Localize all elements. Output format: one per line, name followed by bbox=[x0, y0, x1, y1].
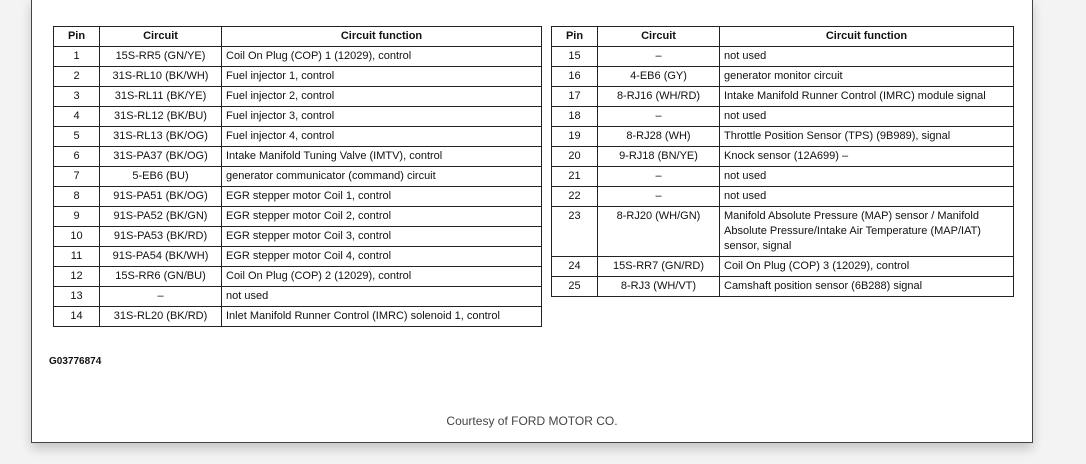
pin-cell: 24 bbox=[552, 257, 598, 277]
table-row bbox=[54, 187, 542, 207]
pin-cell: 10 bbox=[54, 227, 100, 247]
function-cell: Fuel injector 2, control bbox=[222, 87, 542, 107]
circuit-cell: 31S-PA37 (BK/OG) bbox=[100, 147, 222, 167]
circuit-cell: 8-RJ20 (WH/GN) bbox=[598, 207, 720, 257]
pin-cell: 20 bbox=[552, 147, 598, 167]
pin-table-right bbox=[551, 26, 1014, 297]
circuit-cell: 31S-RL10 (BK/WH) bbox=[100, 67, 222, 87]
table-row bbox=[552, 277, 1014, 297]
pin-cell: 19 bbox=[552, 127, 598, 147]
function-cell: not used bbox=[720, 167, 1014, 187]
function-cell: generator monitor circuit bbox=[720, 67, 1014, 87]
table-row bbox=[54, 67, 542, 87]
table-row bbox=[552, 257, 1014, 277]
function-cell: EGR stepper motor Coil 4, control bbox=[222, 247, 542, 267]
table-row bbox=[54, 167, 542, 187]
pin-cell: 3 bbox=[54, 87, 100, 107]
function-cell: Camshaft position sensor (6B288) signal bbox=[720, 277, 1014, 297]
circuit-cell: 91S-PA52 (BK/GN) bbox=[100, 207, 222, 227]
table-row bbox=[552, 167, 1014, 187]
circuit-cell: 15S-RR6 (GN/BU) bbox=[100, 267, 222, 287]
table-row bbox=[54, 247, 542, 267]
circuit-cell: 15S-RR7 (GN/RD) bbox=[598, 257, 720, 277]
circuit-header: Circuit bbox=[598, 27, 720, 47]
circuit-cell: 9-RJ18 (BN/YE) bbox=[598, 147, 720, 167]
table-row bbox=[552, 207, 1014, 257]
function-header: Circuit function bbox=[222, 27, 542, 47]
function-cell: not used bbox=[222, 287, 542, 307]
table-header-row bbox=[54, 27, 542, 47]
circuit-cell: 31S-RL13 (BK/OG) bbox=[100, 127, 222, 147]
pin-cell: 12 bbox=[54, 267, 100, 287]
table-row bbox=[552, 47, 1014, 67]
function-cell: Coil On Plug (COP) 1 (12029), control bbox=[222, 47, 542, 67]
circuit-cell: – bbox=[598, 47, 720, 67]
table-row bbox=[54, 307, 542, 327]
pin-cell: 6 bbox=[54, 147, 100, 167]
function-cell: not used bbox=[720, 47, 1014, 67]
circuit-cell: 5-EB6 (BU) bbox=[100, 167, 222, 187]
function-cell: EGR stepper motor Coil 2, control bbox=[222, 207, 542, 227]
function-cell: Manifold Absolute Pressure (MAP) sensor / Manifold Absolute Pressure/Intake Air Temperature (MAP/IAT) sensor, signal bbox=[720, 207, 1014, 257]
function-cell: Fuel injector 4, control bbox=[222, 127, 542, 147]
table-row bbox=[54, 147, 542, 167]
pin-cell: 8 bbox=[54, 187, 100, 207]
table-row bbox=[54, 107, 542, 127]
table-row bbox=[54, 127, 542, 147]
pin-cell: 21 bbox=[552, 167, 598, 187]
function-cell: Intake Manifold Runner Control (IMRC) module signal bbox=[720, 87, 1014, 107]
pin-cell: 13 bbox=[54, 287, 100, 307]
pin-cell: 4 bbox=[54, 107, 100, 127]
function-cell: Throttle Position Sensor (TPS) (9B989), signal bbox=[720, 127, 1014, 147]
pin-cell: 25 bbox=[552, 277, 598, 297]
function-cell: Coil On Plug (COP) 2 (12029), control bbox=[222, 267, 542, 287]
pin-cell: 11 bbox=[54, 247, 100, 267]
pin-cell: 2 bbox=[54, 67, 100, 87]
figure-id: G03776874 bbox=[49, 356, 102, 367]
function-cell: not used bbox=[720, 107, 1014, 127]
pin-cell: 9 bbox=[54, 207, 100, 227]
table-row bbox=[54, 47, 542, 67]
pin-cell: 5 bbox=[54, 127, 100, 147]
function-cell: Fuel injector 1, control bbox=[222, 67, 542, 87]
circuit-cell: – bbox=[598, 107, 720, 127]
circuit-cell: 8-RJ16 (WH/RD) bbox=[598, 87, 720, 107]
pin-cell: 23 bbox=[552, 207, 598, 257]
table-row bbox=[552, 147, 1014, 167]
circuit-cell: – bbox=[100, 287, 222, 307]
pin-table-left bbox=[53, 26, 542, 327]
circuit-cell: 31S-RL11 (BK/YE) bbox=[100, 87, 222, 107]
function-cell: EGR stepper motor Coil 3, control bbox=[222, 227, 542, 247]
pin-header: Pin bbox=[552, 27, 598, 47]
circuit-cell: 8-RJ28 (WH) bbox=[598, 127, 720, 147]
courtesy-caption: Courtesy of FORD MOTOR CO. bbox=[446, 414, 618, 428]
circuit-cell: – bbox=[598, 167, 720, 187]
circuit-cell: 91S-PA51 (BK/OG) bbox=[100, 187, 222, 207]
circuit-cell: 31S-RL12 (BK/BU) bbox=[100, 107, 222, 127]
table-row bbox=[54, 227, 542, 247]
circuit-header: Circuit bbox=[100, 27, 222, 47]
circuit-cell: 8-RJ3 (WH/VT) bbox=[598, 277, 720, 297]
circuit-cell: 4-EB6 (GY) bbox=[598, 67, 720, 87]
table-header-row bbox=[552, 27, 1014, 47]
circuit-cell: 91S-PA54 (BK/WH) bbox=[100, 247, 222, 267]
function-cell: Intake Manifold Tuning Valve (IMTV), control bbox=[222, 147, 542, 167]
table-row bbox=[54, 207, 542, 227]
function-header: Circuit function bbox=[720, 27, 1014, 47]
pin-cell: 14 bbox=[54, 307, 100, 327]
table-row bbox=[54, 267, 542, 287]
pin-cell: 16 bbox=[552, 67, 598, 87]
document-card bbox=[31, 0, 1033, 443]
function-cell: Coil On Plug (COP) 3 (12029), control bbox=[720, 257, 1014, 277]
circuit-cell: 31S-RL20 (BK/RD) bbox=[100, 307, 222, 327]
table-row bbox=[552, 187, 1014, 207]
table-row bbox=[552, 67, 1014, 87]
table-row bbox=[552, 87, 1014, 107]
circuit-cell: 91S-PA53 (BK/RD) bbox=[100, 227, 222, 247]
table-row bbox=[552, 107, 1014, 127]
table-row bbox=[54, 87, 542, 107]
function-cell: EGR stepper motor Coil 1, control bbox=[222, 187, 542, 207]
pin-header: Pin bbox=[54, 27, 100, 47]
pin-cell: 7 bbox=[54, 167, 100, 187]
function-cell: not used bbox=[720, 187, 1014, 207]
pin-cell: 22 bbox=[552, 187, 598, 207]
table-row bbox=[54, 287, 542, 307]
function-cell: Inlet Manifold Runner Control (IMRC) solenoid 1, control bbox=[222, 307, 542, 327]
function-cell: Fuel injector 3, control bbox=[222, 107, 542, 127]
function-cell: generator communicator (command) circuit bbox=[222, 167, 542, 187]
pin-cell: 15 bbox=[552, 47, 598, 67]
table-row bbox=[552, 127, 1014, 147]
function-cell: Knock sensor (12A699) – bbox=[720, 147, 1014, 167]
pin-cell: 17 bbox=[552, 87, 598, 107]
circuit-cell: 15S-RR5 (GN/YE) bbox=[100, 47, 222, 67]
circuit-cell: – bbox=[598, 187, 720, 207]
pin-cell: 18 bbox=[552, 107, 598, 127]
pin-cell: 1 bbox=[54, 47, 100, 67]
